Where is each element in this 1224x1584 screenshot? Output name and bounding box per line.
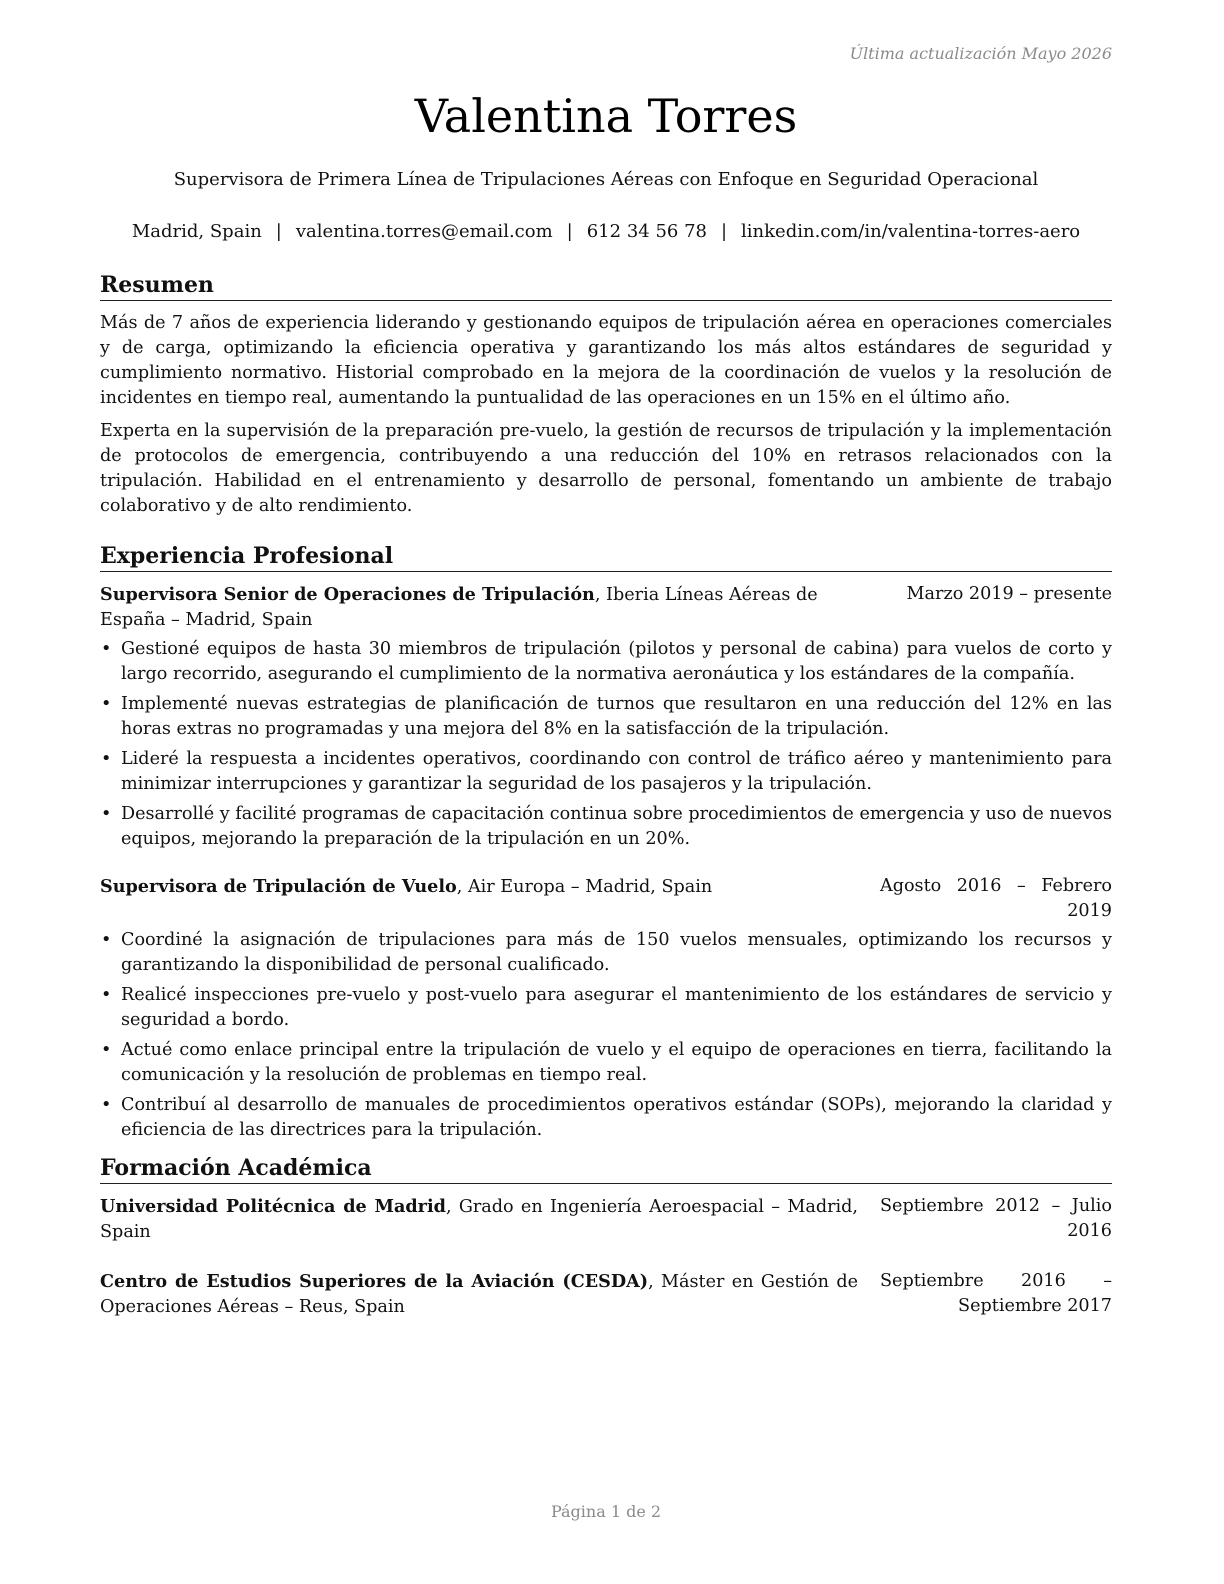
- job-role: Supervisora Senior de Operaciones de Tripulación: [100, 584, 595, 605]
- job-title-line: [100, 874, 880, 900]
- list-item: • Desarrollé y facilité programas de capacitación continua sobre procedimientos de emergencia y uso de nuevos equipos, mejorando la preparación de la tripulación en un 20%.: [100, 802, 1112, 852]
- education-header: [100, 1194, 1112, 1245]
- contact-separator: |: [275, 221, 282, 242]
- education-entry: [100, 1269, 1112, 1320]
- education-section: [100, 1153, 1112, 1320]
- list-item: • Coordiné la asignación de tripulaciones para más de 150 vuelos mensuales, optimizando los recursos y garantizando la disponibilidad de personal cualificado.: [100, 928, 1112, 978]
- job-role: Supervisora de Tripulación de Vuelo: [100, 876, 457, 897]
- education-institution: Universidad Politécnica de Madrid: [100, 1196, 446, 1217]
- experience-section: [100, 541, 1112, 1143]
- job-dates: Marzo 2019 – presente: [906, 584, 1112, 604]
- job-dates: Agosto 2016 – Febrero 2019: [880, 876, 1112, 921]
- education-dates: Septiembre 2012 – Julio 2016: [880, 1196, 1112, 1241]
- job-entry: [100, 874, 1112, 1143]
- list-item: • Lideré la respuesta a incidentes operativos, coordinando con control de tráfico aéreo y mantenimiento para minimizar interrupciones y garantizar la seguridad de los pasajeros y la tripulación.: [100, 747, 1112, 797]
- job-employer: , Air Europa – Madrid, Spain: [456, 877, 713, 897]
- resume-body: [100, 270, 1112, 1344]
- summary-paragraph: Más de 7 años de experiencia liderando y gestionando equipos de tripulación aérea en operaciones comerciales y de carga, optimizando la eficiencia operativa y garantizando los más altos estándares de seguridad y cumplimiento normativo. Historial comprobado en la mejora de la coordinación de vuelos y la resolución de incidentes en tiempo real, aumentando la puntualidad de las operaciones en un 15% en el último año.: [100, 313, 1112, 408]
- education-institution: Centro de Estudios Superiores de la Aviación (CESDA): [100, 1271, 649, 1292]
- contact-email[interactable]: valentina.torres@email.com: [295, 221, 553, 242]
- list-item: • Actué como enlace principal entre la tripulación de vuelo y el equipo de operaciones en tierra, facilitando la comunicación y la resolución de problemas en tiempo real.: [100, 1038, 1112, 1088]
- contact-line: [100, 220, 1112, 244]
- job-header: [100, 874, 1112, 924]
- last-updated: Última actualización Mayo 2026: [849, 44, 1112, 63]
- resume-page: [100, 0, 1112, 1584]
- section-title-education: Formación Académica: [100, 1153, 1112, 1184]
- contact-separator: |: [720, 221, 728, 242]
- education-dates: Septiembre 2016 – Septiembre 2017: [880, 1271, 1112, 1316]
- contact-separator: |: [566, 221, 573, 242]
- page-number: Página 1 de 2: [550, 1502, 662, 1521]
- job-bullets: [100, 928, 1112, 1143]
- job-title-line: [100, 582, 907, 633]
- section-title-summary: Resumen: [100, 270, 1112, 301]
- job-bullets: [100, 637, 1112, 852]
- education-entry: [100, 1194, 1112, 1245]
- education-degree: , Grado en Ingeniería Aeroespacial – Madrid, Spain: [100, 1197, 858, 1242]
- candidate-headline: Supervisora de Primera Línea de Tripulaciones Aéreas con Enfoque en Seguridad Operacional: [173, 169, 1039, 190]
- education-degree: , Máster en Gestión de Operaciones Aéreas – Reus, Spain: [100, 1272, 858, 1317]
- education-title-line: [100, 1194, 880, 1245]
- list-item: • Contribuí al desarrollo de manuales de procedimientos operativos estándar (SOPs), mejorando la claridad y eficiencia de las directrices para la tripulación.: [100, 1093, 1112, 1143]
- contact-location: Madrid, Spain: [131, 221, 262, 242]
- contact-phone: 612 34 56 78: [586, 221, 707, 242]
- candidate-name: Valentina Torres: [414, 89, 798, 143]
- education-header: [100, 1269, 1112, 1320]
- contact-linkedin[interactable]: linkedin.com/in/valentina-torres-aero: [741, 221, 1081, 242]
- job-entry: [100, 582, 1112, 852]
- list-item: • Gestioné equipos de hasta 30 miembros de tripulación (pilotos y personal de cabina) para vuelos de corto y largo recorrido, asegurando el cumplimiento de la normativa aeronáutica y los estándares de la compañía.: [100, 637, 1112, 687]
- summary-paragraph: Experta en la supervisión de la preparación pre-vuelo, la gestión de recursos de tripulación y la implementación de protocolos de emergencia, contribuyendo a una reducción del 10% en retrasos relacionados con la tripulación. Habilidad en el entrenamiento y desarrollo de personal, fomentando un ambiente de trabajo colaborativo y de alto rendimiento.: [100, 421, 1112, 516]
- job-employer: , Iberia Líneas Aéreas de España – Madrid, Spain: [100, 585, 818, 630]
- list-item: • Realicé inspecciones pre-vuelo y post-vuelo para asegurar el mantenimiento de los estándares de servicio y seguridad a bordo.: [100, 983, 1112, 1033]
- list-item: • Implementé nuevas estrategias de planificación de turnos que resultaron en una reducción del 12% en las horas extras no programadas y una mejora del 8% en la satisfacción de la tripulación.: [100, 692, 1112, 742]
- summary-section: [100, 270, 1112, 519]
- section-title-experience: Experiencia Profesional: [100, 541, 1112, 572]
- job-header: [100, 582, 1112, 633]
- education-title-line: [100, 1269, 880, 1320]
